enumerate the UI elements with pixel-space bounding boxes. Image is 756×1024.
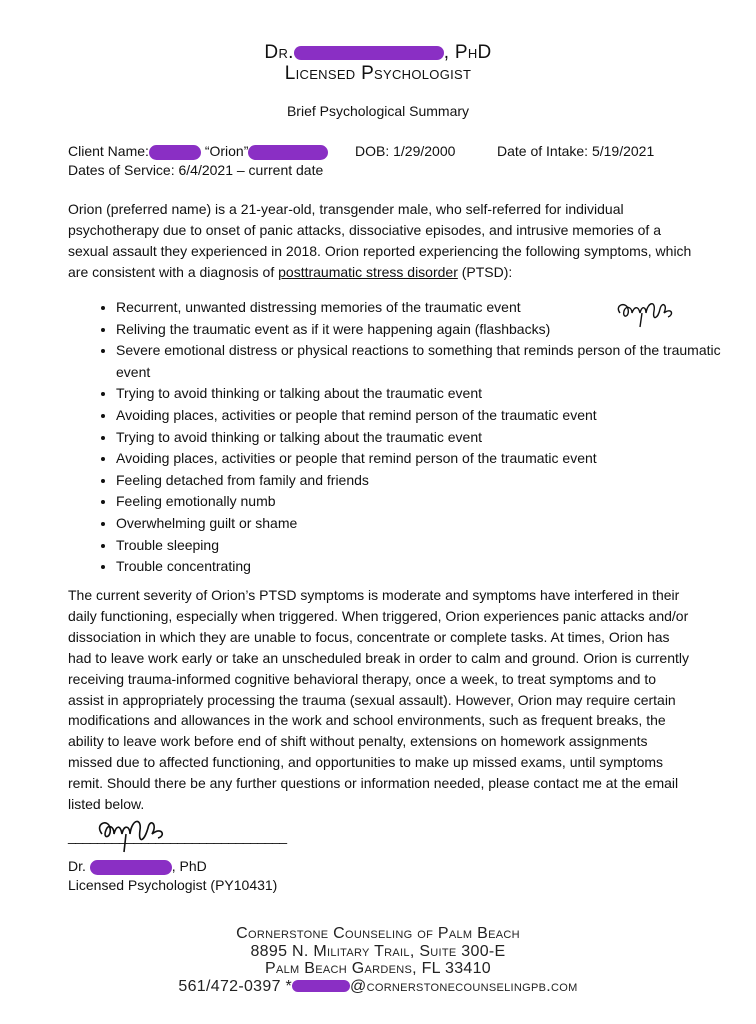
redaction (292, 980, 350, 992)
footer-email: @cornerstonecounselingpb.com (350, 977, 578, 995)
intro-text: Orion (preferred name) is a 21-year-old, transgender male, who self-referred for individual psychotherapy due to onset of panic attacks, dissociative episodes, and intrusive memories of a sexual assault they experienced in 2018. Orion reported experiencing the following symptoms, which are consistent with a diagnosis of (68, 201, 692, 280)
list-item: • Reliving the traumatic event as if it were happening again (flashbacks) (116, 319, 746, 341)
intro-text-end: (PTSD): (457, 264, 513, 280)
list-item: • Recurrent, unwanted distressing memories of the traumatic event (116, 297, 746, 319)
name-suffix: , PhD (443, 42, 492, 63)
signature-icon (92, 814, 187, 854)
list-item: • Feeling emotionally numb (116, 491, 746, 513)
signer-name (68, 858, 207, 875)
footer (0, 925, 756, 995)
list-item: • Trying to avoid thinking or talking about the traumatic event (116, 383, 746, 405)
redaction (90, 860, 172, 875)
document-title: Brief Psychological Summary (286, 103, 470, 119)
letterhead-title: Licensed Psychologist (284, 63, 472, 84)
list-item: • Avoiding places, activities or people that remind person of the traumatic event (116, 405, 746, 427)
redaction (149, 145, 201, 160)
footer-city: Palm Beach Gardens, FL 33410 (264, 960, 491, 977)
list-item: • Trouble concentrating (116, 556, 746, 578)
intro-paragraph (68, 199, 693, 283)
list-item: • Severe emotional distress or physical reactions to something that reminds person of the traumatic event (116, 340, 746, 383)
footer-contact (0, 978, 756, 996)
signer-suffix: , PhD (171, 858, 207, 874)
initials-signature-icon (612, 295, 682, 330)
signer-credential: Licensed Psychologist (PY10431) (68, 877, 278, 893)
client-name-line (68, 143, 328, 160)
intake-date: Date of Intake: 5/19/2021 (497, 143, 655, 159)
redaction (294, 46, 444, 60)
client-dob: DOB: 1/29/2000 (355, 143, 456, 159)
body-paragraph: The current severity of Orion’s PTSD symptoms is moderate and symptoms have interfered in their daily functioning, especially when triggered. When triggered, Orion experiences panic attacks and/or dissociation in which they are unable to focus, concentrate or complete tasks. At times, Orion has had to leave work early or take an unscheduled break in order to calm and ground. Orion is currently receiving trauma-informed cognitive behavioral therapy, once a week, to treat symptoms and to assist in appropriately processing the trauma (sexual assault). However, Orion may require certain modifications and allowances in the work and school environments, such as frequent breaks, the ability to leave work before end of shift without penalty, extensions on homework assignments missed due to affected functioning, and opportunities to make up missed exams, until symptoms remit. Should there be any further questions or information needed, please contact me at the email listed below. (68, 587, 690, 813)
dates-of-service: Dates of Service: 6/4/2021 – current date (68, 162, 324, 178)
footer-org: Cornerstone Counseling of Palm Beach (236, 925, 520, 942)
symptom-list (68, 297, 746, 578)
list-item: • Feeling detached from family and friends (116, 470, 746, 492)
name-prefix: Dr. (264, 42, 294, 63)
list-item: • Trying to avoid thinking or talking about the traumatic event (116, 427, 746, 449)
list-item: • Overwhelming guilt or shame (116, 513, 746, 535)
list-item: • Trouble sleeping (116, 535, 746, 557)
client-preferred-name: “Orion” (204, 143, 249, 159)
redaction (248, 145, 328, 160)
list-item: • Avoiding places, activities or people that remind person of the traumatic event (116, 448, 746, 470)
footer-phone: 561/472-0397 * (178, 977, 293, 995)
signature-line: ______________________________ (68, 828, 287, 844)
letterhead-name (0, 42, 756, 64)
footer-street: 8895 N. Military Trail, Suite 300-E (250, 942, 506, 960)
client-name-label: Client Name: (68, 143, 149, 159)
ptsd-term: posttraumatic stress disorder (278, 264, 458, 280)
signer-prefix: Dr. (68, 858, 86, 874)
